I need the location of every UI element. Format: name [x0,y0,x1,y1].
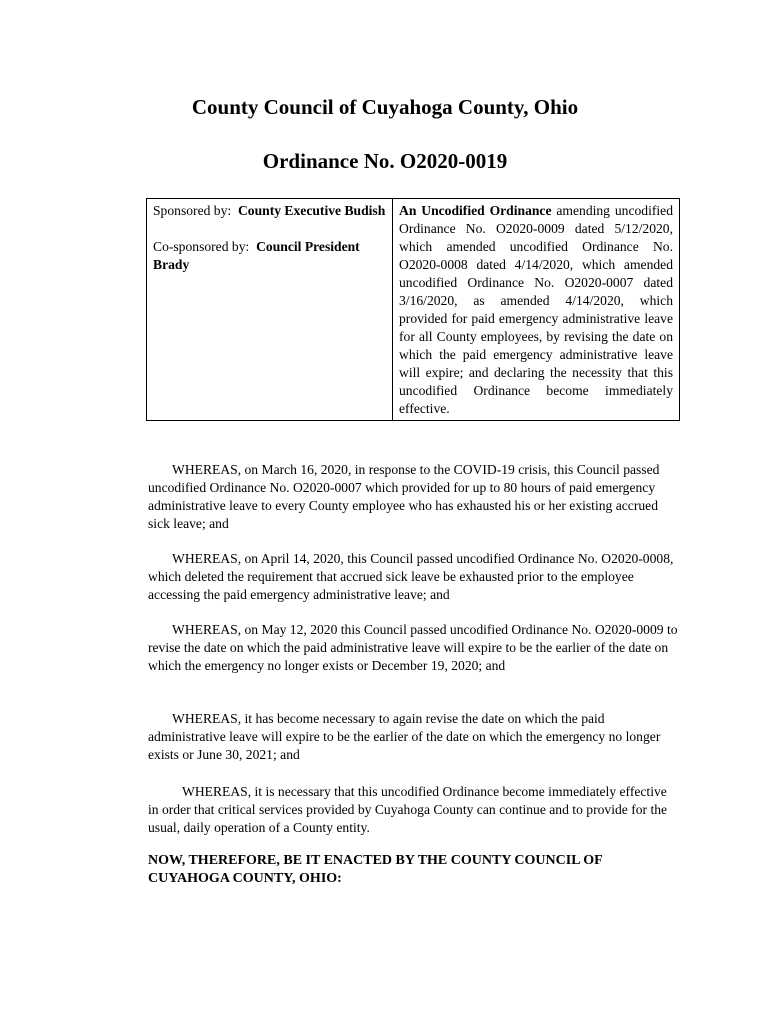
whereas-text-3: WHEREAS, on May 12, 2020 this Council passed uncodified Ordinance No. O2020-0009 to revise the date on which the paid administrative leave will expire to be the earlier of the date on which the emergency no longer exists or December 19, 2020; and [148,622,678,673]
whereas-paragraph-5 [148,783,678,837]
whereas-text-4: WHEREAS, it has become necessary to again revise the date on which the paid administrative leave will expire to be the earlier of the date on which the emergency no longer exists or June 30, 2021; and [148,711,661,762]
cosponsored-by-value: Council President Brady [153,239,360,272]
document-title: County Council of Cuyahoga County, Ohio [191,95,579,119]
sponsored-by-line [153,202,386,220]
sponsor-cell [147,199,393,421]
sponsor-table [146,198,680,421]
ordinance-number: Ordinance No. O2020-0019 [262,149,508,173]
whereas-text-1: WHEREAS, on March 16, 2020, in response to the COVID-19 crisis, this Council passed uncodified Ordinance No. O2020-0007 which provided for up to 80 hours of paid emergency administrative leave to every County employee who has exhausted his or her existing accrued sick leave; and [148,462,660,531]
sponsored-by-value: County Executive Budish [237,203,386,218]
whereas-text-5: WHEREAS, it is necessary that this uncodified Ordinance become immediately effective in order that critical services provided by Cuyahoga County can continue and to provide for the usual, daily operation of a County entity. [148,784,668,835]
whereas-paragraph-4 [148,710,678,764]
whereas-paragraph-3 [148,621,678,675]
whereas-paragraph-1 [148,461,678,533]
whereas-text-2: WHEREAS, on April 14, 2020, this Council passed uncodified Ordinance No. O2020-0008, which deleted the requirement that accrued sick leave be exhausted prior to the employee accessing the paid emergency administrative leave; and [148,551,674,602]
sponsored-by-label: Sponsored by: [153,203,232,218]
enactment-clause: NOW, THEREFORE, BE IT ENACTED BY THE COUNTY COUNCIL OF CUYAHOGA COUNTY, OHIO: [148,853,603,886]
ordinance-summary-text: amending uncodified Ordinance No. O2020-0009 dated 5/12/2020, which amended uncodified Ordinance No. O2020-0008 dated 4/14/2020, which amended uncodified Ordinance No. O2020-0007 dated 3/16/2020, as amended 4/14/2020, which provided for paid emergency administrative leave for all County employees, by revising the date on which the paid emergency administrative leave will expire; and declaring the necessity that this uncodified Ordinance become immediately effective. [399,203,673,416]
cosponsored-by-label: Co-sponsored by: [153,239,250,254]
whereas-paragraph-2 [148,550,678,604]
ordinance-summary-cell [393,199,680,421]
ordinance-summary-lead: An Uncodified Ordinance [399,203,552,218]
cosponsored-by-line [153,238,386,274]
